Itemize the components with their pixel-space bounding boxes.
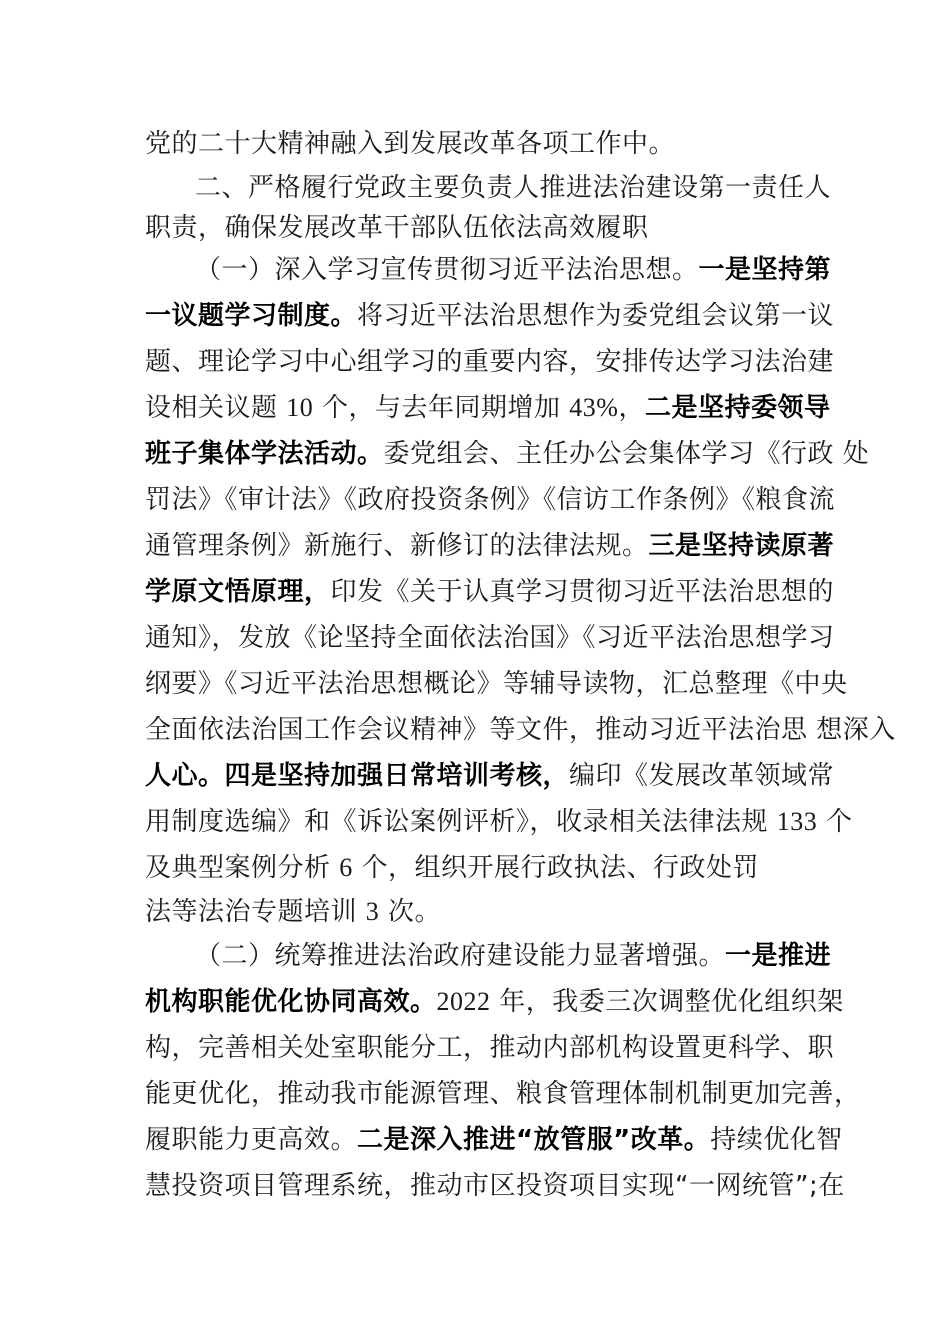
text-line: 通知》，发放《论坚持全面依法治国》《习近平法治思想学习 (145, 623, 835, 653)
text-line: 能更优化，推动我市能源管理、粮食管理体制机制更加完善， (145, 1079, 861, 1109)
text-line: 用制度选编》和《诉讼案例评析》，收录相关法律法规 133 个 (145, 807, 853, 837)
text-line: 班子集体学法活动。委党组会、主任办公会集体学习《行政 处 (145, 439, 870, 469)
text-line: （二）统筹推进法治政府建设能力显著增强。一是推进 (195, 941, 832, 971)
text-line: 人心。四是坚持加强日常培训考核，编印《发展改革领域常 (145, 761, 835, 791)
section-heading: 二、严格履行党政主要负责人推进法治建设第一责任人 (195, 173, 832, 203)
text-line: 慧投资项目管理系统，推动市区投资项目实现“一网统管”;在 (145, 1171, 845, 1201)
text-line: 题、理论学习中心组学习的重要内容，安排传达学习法治建 (145, 347, 835, 377)
text-line: 学原文悟原理，印发《关于认真学习贯彻习近平法治思想的 (145, 577, 835, 607)
text-line: 法等法治专题培训 3 次。 (145, 897, 442, 927)
text-line: 机构职能优化协同高效。2022 年，我委三次调整优化组织架 (145, 987, 844, 1017)
text-line: 全面依法治国工作会议精神》等文件，推动习近平法治思 想深入 (145, 715, 896, 745)
text-line: 罚法》《审计法》《政府投资条例》《信访工作条例》《粮食流 (145, 485, 836, 515)
text-line: 党的二十大精神融入到发展改革各项工作中。 (145, 129, 676, 159)
text-line: 通管理条例》新施行、新修订的法律法规。三是坚持读原著 (145, 531, 835, 561)
text-line: 一议题学习制度。将习近平法治思想作为委党组会议第一议 (145, 301, 835, 331)
text-line: 履职能力更高效。二是深入推进“放管服”改革。持续优化智 (145, 1125, 843, 1155)
text-line: 设相关议题 10 个，与去年同期增加 43%，二是坚持委领导 (145, 393, 831, 423)
text-line: 纲要》《习近平法治思想概论》等辅导读物，汇总整理《中央 (145, 669, 848, 699)
text-line: 构，完善相关处室职能分工，推动内部机构设置更科学、职 (145, 1033, 835, 1063)
section-heading: 职责，确保发展改革干部队伍依法高效履职 (145, 213, 649, 243)
text-line: （一）深入学习宣传贯彻习近平法治思想。一是坚持第 (195, 255, 832, 285)
text-line: 及典型案例分析 6 个，组织开展行政执法、行政处罚 (145, 853, 760, 883)
